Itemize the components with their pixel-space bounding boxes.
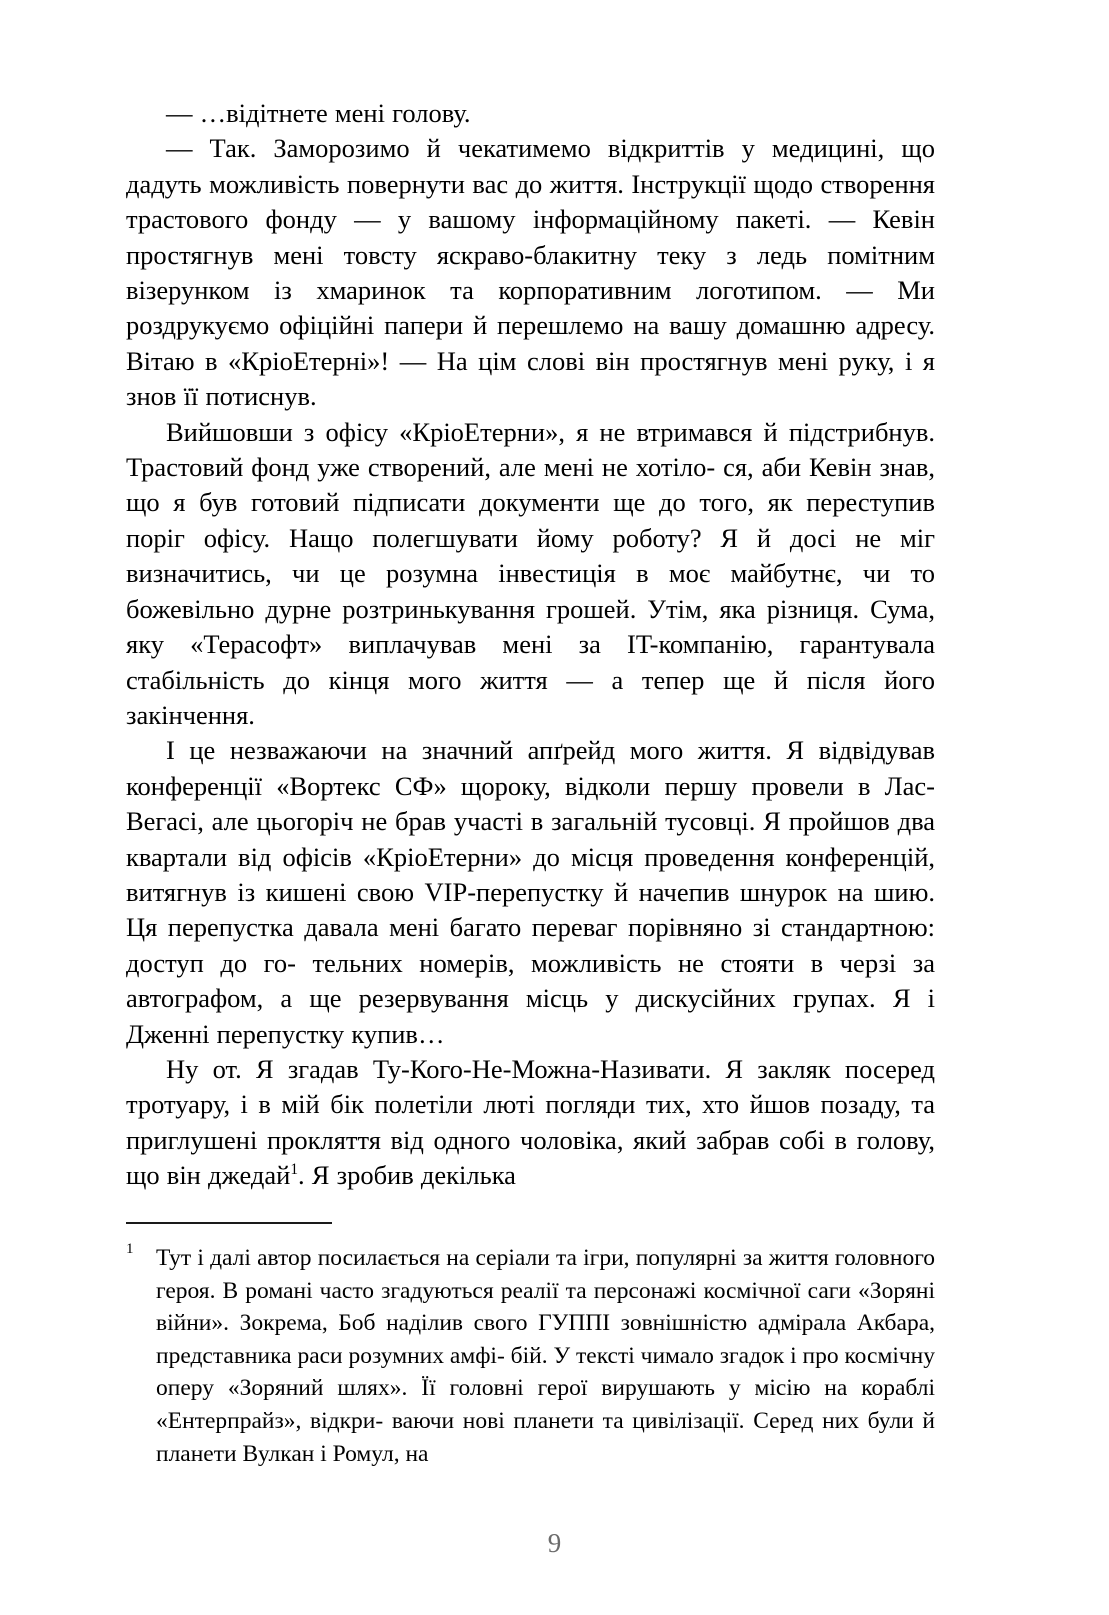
paragraph-dialogue-2: — Так. Заморозимо й чекатимемо відкриттів у медицині, що дадуть можливість повернути вас до життя. Інструкції щодо створення трастового фонду — у вашому інформаційному пакеті. — Кевін простягнув мені товсту яскраво-блакитну теку з ледь помітним візерунком із хмаринок та корпоративним логотипом. — Ми роздрукуємо офіційні папери й перешлемо на вашу домашню адресу. Вітаю в «КріоЕтерні»! — На цім слові він простягнув мені руку, і я знов її потиснув. bbox=[126, 133, 935, 412]
footnote-text: Тут і далі автор посилається на серіали та ігри, популярні за життя головного героя. В романі часто згадуються реалії та персонажі космічної саги «Зоряні війни». Зокрема, Боб наділив свого ГУППІ зовнішністю адмірала Акбара, представника раси розумних амфі- бій. У тексті чимало згадок і про космічну оперу «Зоряний шлях». Її головні герої вирушають у місію на кораблі «Ентерпрайз», відкри- ваючи нові планети та цивілізації. Серед них були й планети Вулкан і Ромул, на bbox=[156, 1245, 935, 1467]
footnote-reference-marker[interactable]: 1 bbox=[290, 1161, 298, 1179]
paragraph-text-after-footnote-ref: . Я зробив декілька bbox=[298, 1160, 516, 1191]
paragraph-narrative-3 bbox=[126, 1052, 935, 1194]
footnote-entry bbox=[126, 1242, 935, 1470]
footnote-separator-rule bbox=[126, 1222, 332, 1224]
body-text-block bbox=[126, 96, 935, 1194]
paragraph-narrative-2: І це незважаючи на значний апґрейд мого життя. Я відвідував конференції «Вортекс СФ» щороку, відколи першу провели в Лас-Вегасі, але цьогоріч не брав участі в загальній тусовці. Я пройшов два квартали від офісів «КріоЕтерни» до місця проведення конференцій, витягнув із кишені свою VIP-перепустку й начепив шнурок на шию. Ця перепустка давала мені багато переваг порівняно зі стандартною: доступ до го- тельних номерів, можливість не стояти в черзі за автографом, а ще резервування місць у дискусійних групах. Я і Дженні перепустку купив… bbox=[126, 735, 935, 1049]
paragraph-dialogue-1: — …відітнете мені голову. bbox=[166, 98, 471, 128]
page-number: 9 bbox=[547, 1528, 562, 1558]
footnote-number: 1 bbox=[126, 1241, 134, 1257]
paragraph-text-before-footnote-ref: Ну от. Я згадав Ту-Кого-Не-Можна-Називати. Я закляк посеред тротуару, і в мій бік полетіли люті погляди тих, хто йшов позаду, та приглушені прокляття від одного чоловіка, який забрав собі в голову, що він джедай bbox=[126, 1053, 935, 1191]
paragraph-narrative-1: Вийшовши з офісу «КріоЕтерни», я не втримався й підстрибнув. Трастовий фонд уже створений, але мені не хотіло- ся, аби Кевін знав, що я був готовий підписати документи ще до того, як переступив поріг офісу. Нащо полегшувати йому роботу? Я й досі не міг визначитись, чи це розумна інвестиція в моє майбутнє, чи то божевільно дурне розтринькування грошей. Утім, яка різниця. Сума, яку «Терасофт» виплачував мені за IT-компанію, гарантувала стабільність до кінця мого життя — а тепер ще й після його закінчення. bbox=[126, 416, 935, 730]
footnote-section bbox=[126, 1222, 935, 1470]
